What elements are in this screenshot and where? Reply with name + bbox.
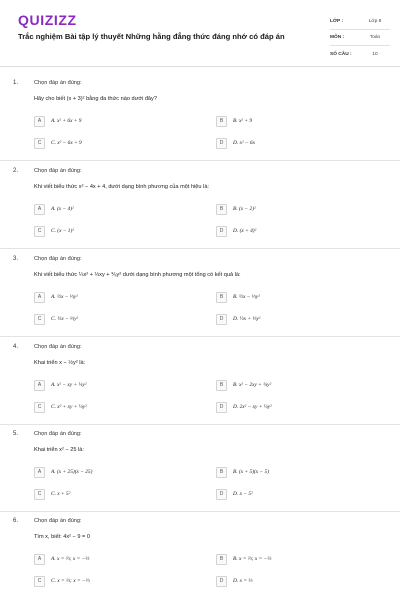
option-a[interactable] — [34, 553, 89, 565]
option-text: C. x + 5² — [51, 491, 71, 497]
document-title: Trắc nghiệm Bài tập lý thuyết Những hằng đẳng thức đáng nhớ có đáp án — [18, 32, 285, 41]
option-text: C. x = ⅔; x = −⅔ — [51, 578, 90, 584]
question-number: 2. — [13, 168, 19, 174]
option-text: D. x² − 6x — [233, 140, 256, 146]
option-d[interactable] — [216, 488, 253, 500]
meta-label: LỚP : — [330, 19, 344, 24]
option-c[interactable] — [34, 575, 90, 587]
option-b[interactable] — [216, 379, 271, 391]
option-c[interactable] — [34, 313, 78, 325]
question-divider — [0, 424, 400, 425]
question-number: 6. — [13, 518, 19, 524]
question-text: Khai triển x² − 25 là: — [34, 447, 84, 453]
question-text: Khi viết biểu thức ¼x² + ⅓xy + ⅑y² dưới dạng bình phương một tổng có kết quả là: — [34, 272, 241, 278]
option-letter-box: D — [216, 226, 227, 237]
option-text: A. x² + 6x + 9 — [51, 118, 82, 124]
question-text: Tìm x, biết: 4x² − 9 = 0 — [34, 534, 90, 540]
option-letter-box: B — [216, 292, 227, 303]
option-letter-box: B — [216, 204, 227, 215]
question-text: Khai triển x − ½y² là: — [34, 360, 86, 366]
option-text: D. ½x + ⅓y² — [233, 316, 261, 322]
option-text: D. x − 5² — [233, 491, 253, 497]
option-letter-box: C — [34, 402, 45, 413]
question-prompt: Chọn đáp án đúng: — [34, 168, 82, 174]
option-letter-box: D — [216, 402, 227, 413]
quiz-meta-table — [330, 14, 390, 62]
question-divider — [0, 248, 400, 249]
option-text: B. (x − 2)² — [233, 206, 256, 212]
option-text: A. (x + 25)(x − 25) — [51, 469, 93, 475]
option-letter-box: A — [34, 467, 45, 478]
question-prompt: Chọn đáp án đúng: — [34, 256, 82, 262]
page-header — [0, 0, 400, 64]
option-text: C. x² + xy + ¼y² — [51, 404, 87, 410]
option-a[interactable] — [34, 203, 74, 215]
option-letter-box: B — [216, 554, 227, 565]
option-letter-box: C — [34, 576, 45, 587]
option-text: C. x² − 6x + 9 — [51, 140, 82, 146]
meta-row-subject — [330, 30, 390, 46]
meta-row-class — [330, 14, 390, 30]
option-letter-box: B — [216, 116, 227, 127]
option-d[interactable] — [216, 313, 260, 325]
meta-label: MÔN : — [330, 35, 345, 40]
option-letter-box: A — [34, 380, 45, 391]
option-b[interactable] — [216, 115, 252, 127]
option-letter-box: C — [34, 226, 45, 237]
option-d[interactable] — [216, 401, 272, 413]
question-number: 5. — [13, 431, 19, 437]
meta-value: Toán — [369, 35, 381, 40]
option-letter-box: B — [216, 467, 227, 478]
option-a[interactable] — [34, 291, 78, 303]
option-d[interactable] — [216, 575, 252, 587]
option-text: B. ½x − ⅓y² — [233, 294, 260, 300]
option-letter-box: B — [216, 380, 227, 391]
question-text: Hãy cho biết (x + 3)² bằng đa thức nào dưới đây? — [34, 96, 157, 102]
option-text: C. (x − 1)² — [51, 228, 74, 234]
meta-label: SỐ CÂU : — [330, 51, 352, 57]
meta-value: 10 — [372, 51, 378, 57]
meta-row-count — [330, 46, 390, 62]
option-a[interactable] — [34, 115, 81, 127]
option-b[interactable] — [216, 203, 256, 215]
meta-value: Lớp 8 — [368, 19, 382, 24]
option-letter-box: C — [34, 138, 45, 149]
question-divider — [0, 336, 400, 337]
option-c[interactable] — [34, 401, 87, 413]
question-number: 3. — [13, 256, 19, 262]
question-divider — [0, 511, 400, 512]
option-text: D. x = ⅔ — [233, 578, 253, 584]
question-divider — [0, 160, 400, 161]
option-letter-box: D — [216, 314, 227, 325]
option-text: A. x² − xy + ¼y² — [51, 382, 87, 388]
option-text: B. x = ⅔; x = −⅔ — [233, 556, 272, 562]
question-prompt: Chọn đáp án đúng: — [34, 344, 82, 350]
option-text: C. ½x − ⅓y² — [51, 316, 79, 322]
option-a[interactable] — [34, 466, 92, 478]
option-letter-box: A — [34, 116, 45, 127]
option-c[interactable] — [34, 225, 74, 237]
option-text: D. 2x² − xy + ¼y² — [233, 404, 272, 410]
option-letter-box: C — [34, 489, 45, 500]
question-number: 4. — [13, 344, 19, 350]
option-c[interactable] — [34, 488, 70, 500]
option-text: A. ½x − ⅓y² — [51, 294, 78, 300]
option-c[interactable] — [34, 137, 82, 149]
option-letter-box: D — [216, 576, 227, 587]
quizizz-logo: QUIZIZZ — [18, 12, 77, 28]
option-b[interactable] — [216, 466, 269, 478]
option-text: A. x = ⅔; x = −⅔ — [51, 556, 90, 562]
option-text: B. (x + 5)(x − 5) — [233, 469, 270, 475]
option-b[interactable] — [216, 291, 260, 303]
option-letter-box: A — [34, 204, 45, 215]
option-d[interactable] — [216, 225, 256, 237]
option-a[interactable] — [34, 379, 87, 391]
option-letter-box: A — [34, 554, 45, 565]
question-prompt: Chọn đáp án đúng: — [34, 80, 82, 86]
question-number: 1. — [13, 80, 19, 86]
option-letter-box: A — [34, 292, 45, 303]
option-text: B. x² + 9 — [233, 118, 253, 124]
option-text: D. (x + 4)² — [233, 228, 257, 234]
option-b[interactable] — [216, 553, 271, 565]
option-letter-box: D — [216, 138, 227, 149]
option-text: B. x² − 2xy + ¼y² — [233, 382, 272, 388]
option-letter-box: D — [216, 489, 227, 500]
question-text: Khi viết biểu thức x² − 4x + 4, dưới dạng bình phương của một hiệu là: — [34, 184, 209, 190]
header-divider — [0, 66, 400, 67]
option-d[interactable] — [216, 137, 255, 149]
question-prompt: Chọn đáp án đúng: — [34, 518, 82, 524]
question-prompt: Chọn đáp án đúng: — [34, 431, 82, 437]
option-letter-box: C — [34, 314, 45, 325]
option-text: A. (x − 4)² — [51, 206, 74, 212]
